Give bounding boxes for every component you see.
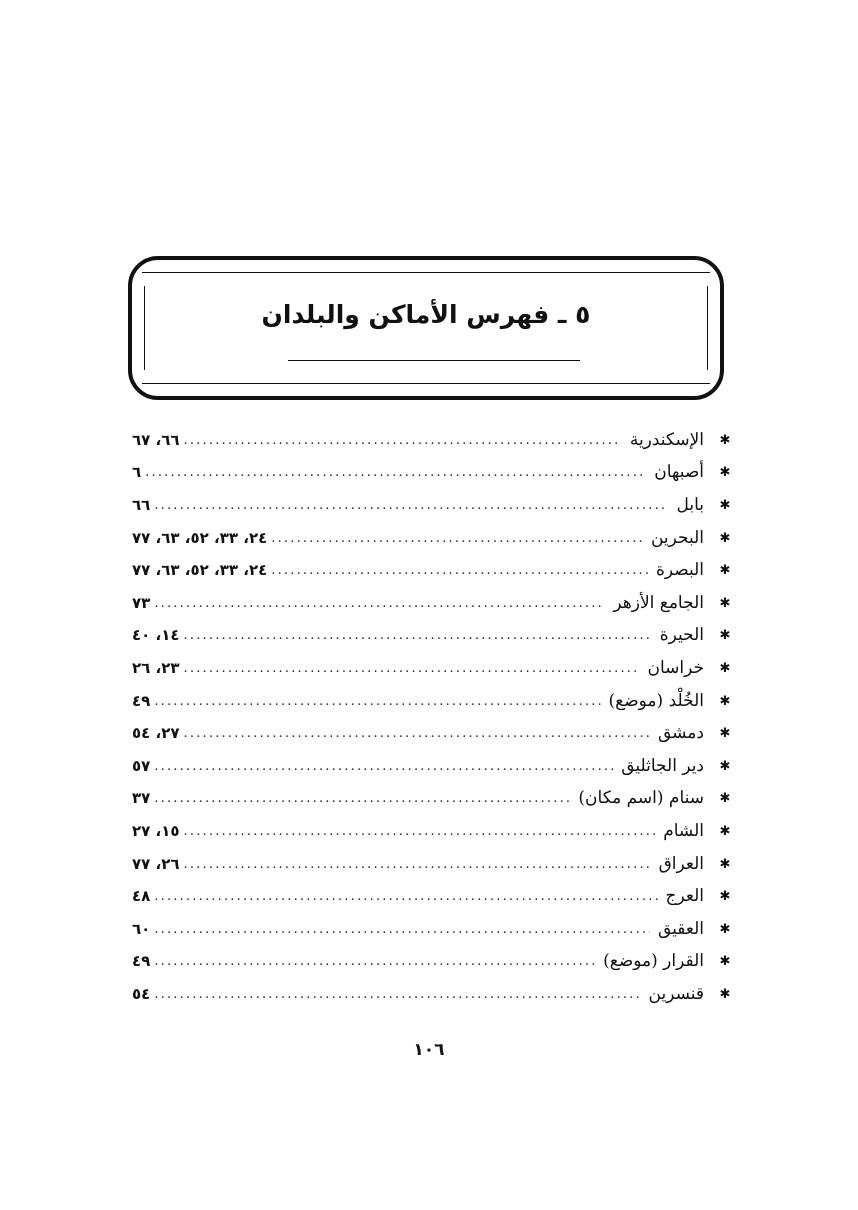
place-name: الإسكندرية <box>629 429 704 450</box>
index-entry <box>132 783 732 816</box>
index-entry <box>132 424 732 457</box>
place-name: دير الجاثليق <box>621 755 704 776</box>
place-name: خراسان <box>647 657 704 678</box>
asterisk-bullet-icon: ✱ <box>719 856 731 872</box>
place-name: العراق <box>658 853 704 874</box>
title-underline <box>288 360 580 361</box>
place-name: دمشق <box>657 723 704 744</box>
dot-leader <box>150 760 613 773</box>
dot-leader <box>180 434 622 447</box>
asterisk-bullet-icon: ✱ <box>719 595 731 611</box>
dot-leader <box>180 825 656 838</box>
index-entry <box>132 522 732 555</box>
page-references: ٦٠ <box>132 919 151 938</box>
page-references: ١٥، ٢٧ <box>132 821 180 840</box>
asterisk-bullet-icon: ✱ <box>719 465 731 481</box>
page-references: ٥٤ <box>132 984 151 1003</box>
index-entry <box>132 815 732 848</box>
page-references: ٤٩ <box>132 691 151 710</box>
dot-leader <box>180 629 652 642</box>
place-name: القرار (موضع) <box>603 951 704 972</box>
index-entry <box>132 848 732 881</box>
dot-leader <box>150 695 600 708</box>
place-name: أصبهان <box>654 462 704 483</box>
index-entry <box>132 554 732 587</box>
page-number: ١٠٦ <box>413 1040 445 1060</box>
index-entry <box>132 489 732 522</box>
dot-leader <box>180 727 650 740</box>
index-entry <box>132 620 732 653</box>
index-entry <box>132 946 732 979</box>
page-references: ٤٩ <box>132 952 151 971</box>
dot-leader <box>267 564 648 577</box>
place-name: بابل <box>676 494 704 515</box>
place-name: سنام (اسم مكان) <box>578 788 704 809</box>
asterisk-bullet-icon: ✱ <box>719 889 731 905</box>
place-name: العرج <box>665 886 704 907</box>
place-name: الجامع الأزهر <box>613 592 704 613</box>
asterisk-bullet-icon: ✱ <box>719 693 731 709</box>
asterisk-bullet-icon: ✱ <box>719 726 731 742</box>
asterisk-bullet-icon: ✱ <box>719 432 731 448</box>
page-references: ٧٣ <box>132 593 151 612</box>
page-references: ٢٧، ٥٤ <box>132 724 180 743</box>
index-entry <box>132 750 732 783</box>
title-frame <box>128 256 724 400</box>
page-references: ٢٦، ٧٧ <box>132 854 180 873</box>
place-name: البصرة <box>655 560 704 581</box>
page-references: ٤٨ <box>132 887 151 906</box>
dot-leader <box>150 499 668 512</box>
dot-leader <box>150 792 570 805</box>
place-name: قنسرين <box>648 983 704 1004</box>
dot-leader <box>150 923 650 936</box>
place-name: الشام <box>663 820 704 841</box>
frame-inner-line-bottom <box>142 383 710 384</box>
index-entry <box>132 913 732 946</box>
page-references: ٦٦، ٦٧ <box>132 430 180 449</box>
place-name: الخُلْد (موضع) <box>608 690 704 711</box>
asterisk-bullet-icon: ✱ <box>719 921 731 937</box>
place-name: الحيرة <box>659 625 704 646</box>
page-references: ٢٣، ٢٦ <box>132 658 180 677</box>
dot-leader <box>180 858 651 871</box>
index-entry <box>132 587 732 620</box>
dot-leader <box>150 955 595 968</box>
asterisk-bullet-icon: ✱ <box>719 530 731 546</box>
dot-leader <box>150 597 605 610</box>
index-entry <box>132 457 732 490</box>
asterisk-bullet-icon: ✱ <box>719 758 731 774</box>
place-name: البحرين <box>650 527 704 548</box>
places-index-list <box>132 424 732 1011</box>
asterisk-bullet-icon: ✱ <box>719 791 731 807</box>
index-entry <box>132 652 732 685</box>
asterisk-bullet-icon: ✱ <box>719 660 731 676</box>
frame-inner-line-top <box>142 272 710 273</box>
index-entry <box>132 978 732 1011</box>
page-references: ٦٦ <box>132 495 151 514</box>
dot-leader <box>150 988 640 1001</box>
page-references: ٦ <box>132 463 142 482</box>
dot-leader <box>141 466 646 479</box>
asterisk-bullet-icon: ✱ <box>719 628 731 644</box>
asterisk-bullet-icon: ✱ <box>719 823 731 839</box>
place-name: العقيق <box>657 918 704 939</box>
asterisk-bullet-icon: ✱ <box>719 954 731 970</box>
index-title: ٥ ـ فهرس الأماكن والبلدان <box>261 300 591 329</box>
dot-leader <box>267 532 643 545</box>
asterisk-bullet-icon: ✱ <box>719 986 731 1002</box>
index-entry <box>132 685 732 718</box>
page-references: ٥٧ <box>132 756 151 775</box>
page-references: ٢٤، ٣٣، ٥٢، ٦٣، ٧٧ <box>132 528 268 547</box>
index-entry <box>132 880 732 913</box>
asterisk-bullet-icon: ✱ <box>719 497 731 513</box>
page-references: ١٤، ٤٠ <box>132 626 180 645</box>
asterisk-bullet-icon: ✱ <box>719 563 731 579</box>
page-references: ٣٧ <box>132 789 151 808</box>
page-references: ٢٤، ٣٣، ٥٢، ٦٣، ٧٧ <box>132 561 268 580</box>
dot-leader <box>150 890 657 903</box>
index-entry <box>132 717 732 750</box>
dot-leader <box>180 662 640 675</box>
